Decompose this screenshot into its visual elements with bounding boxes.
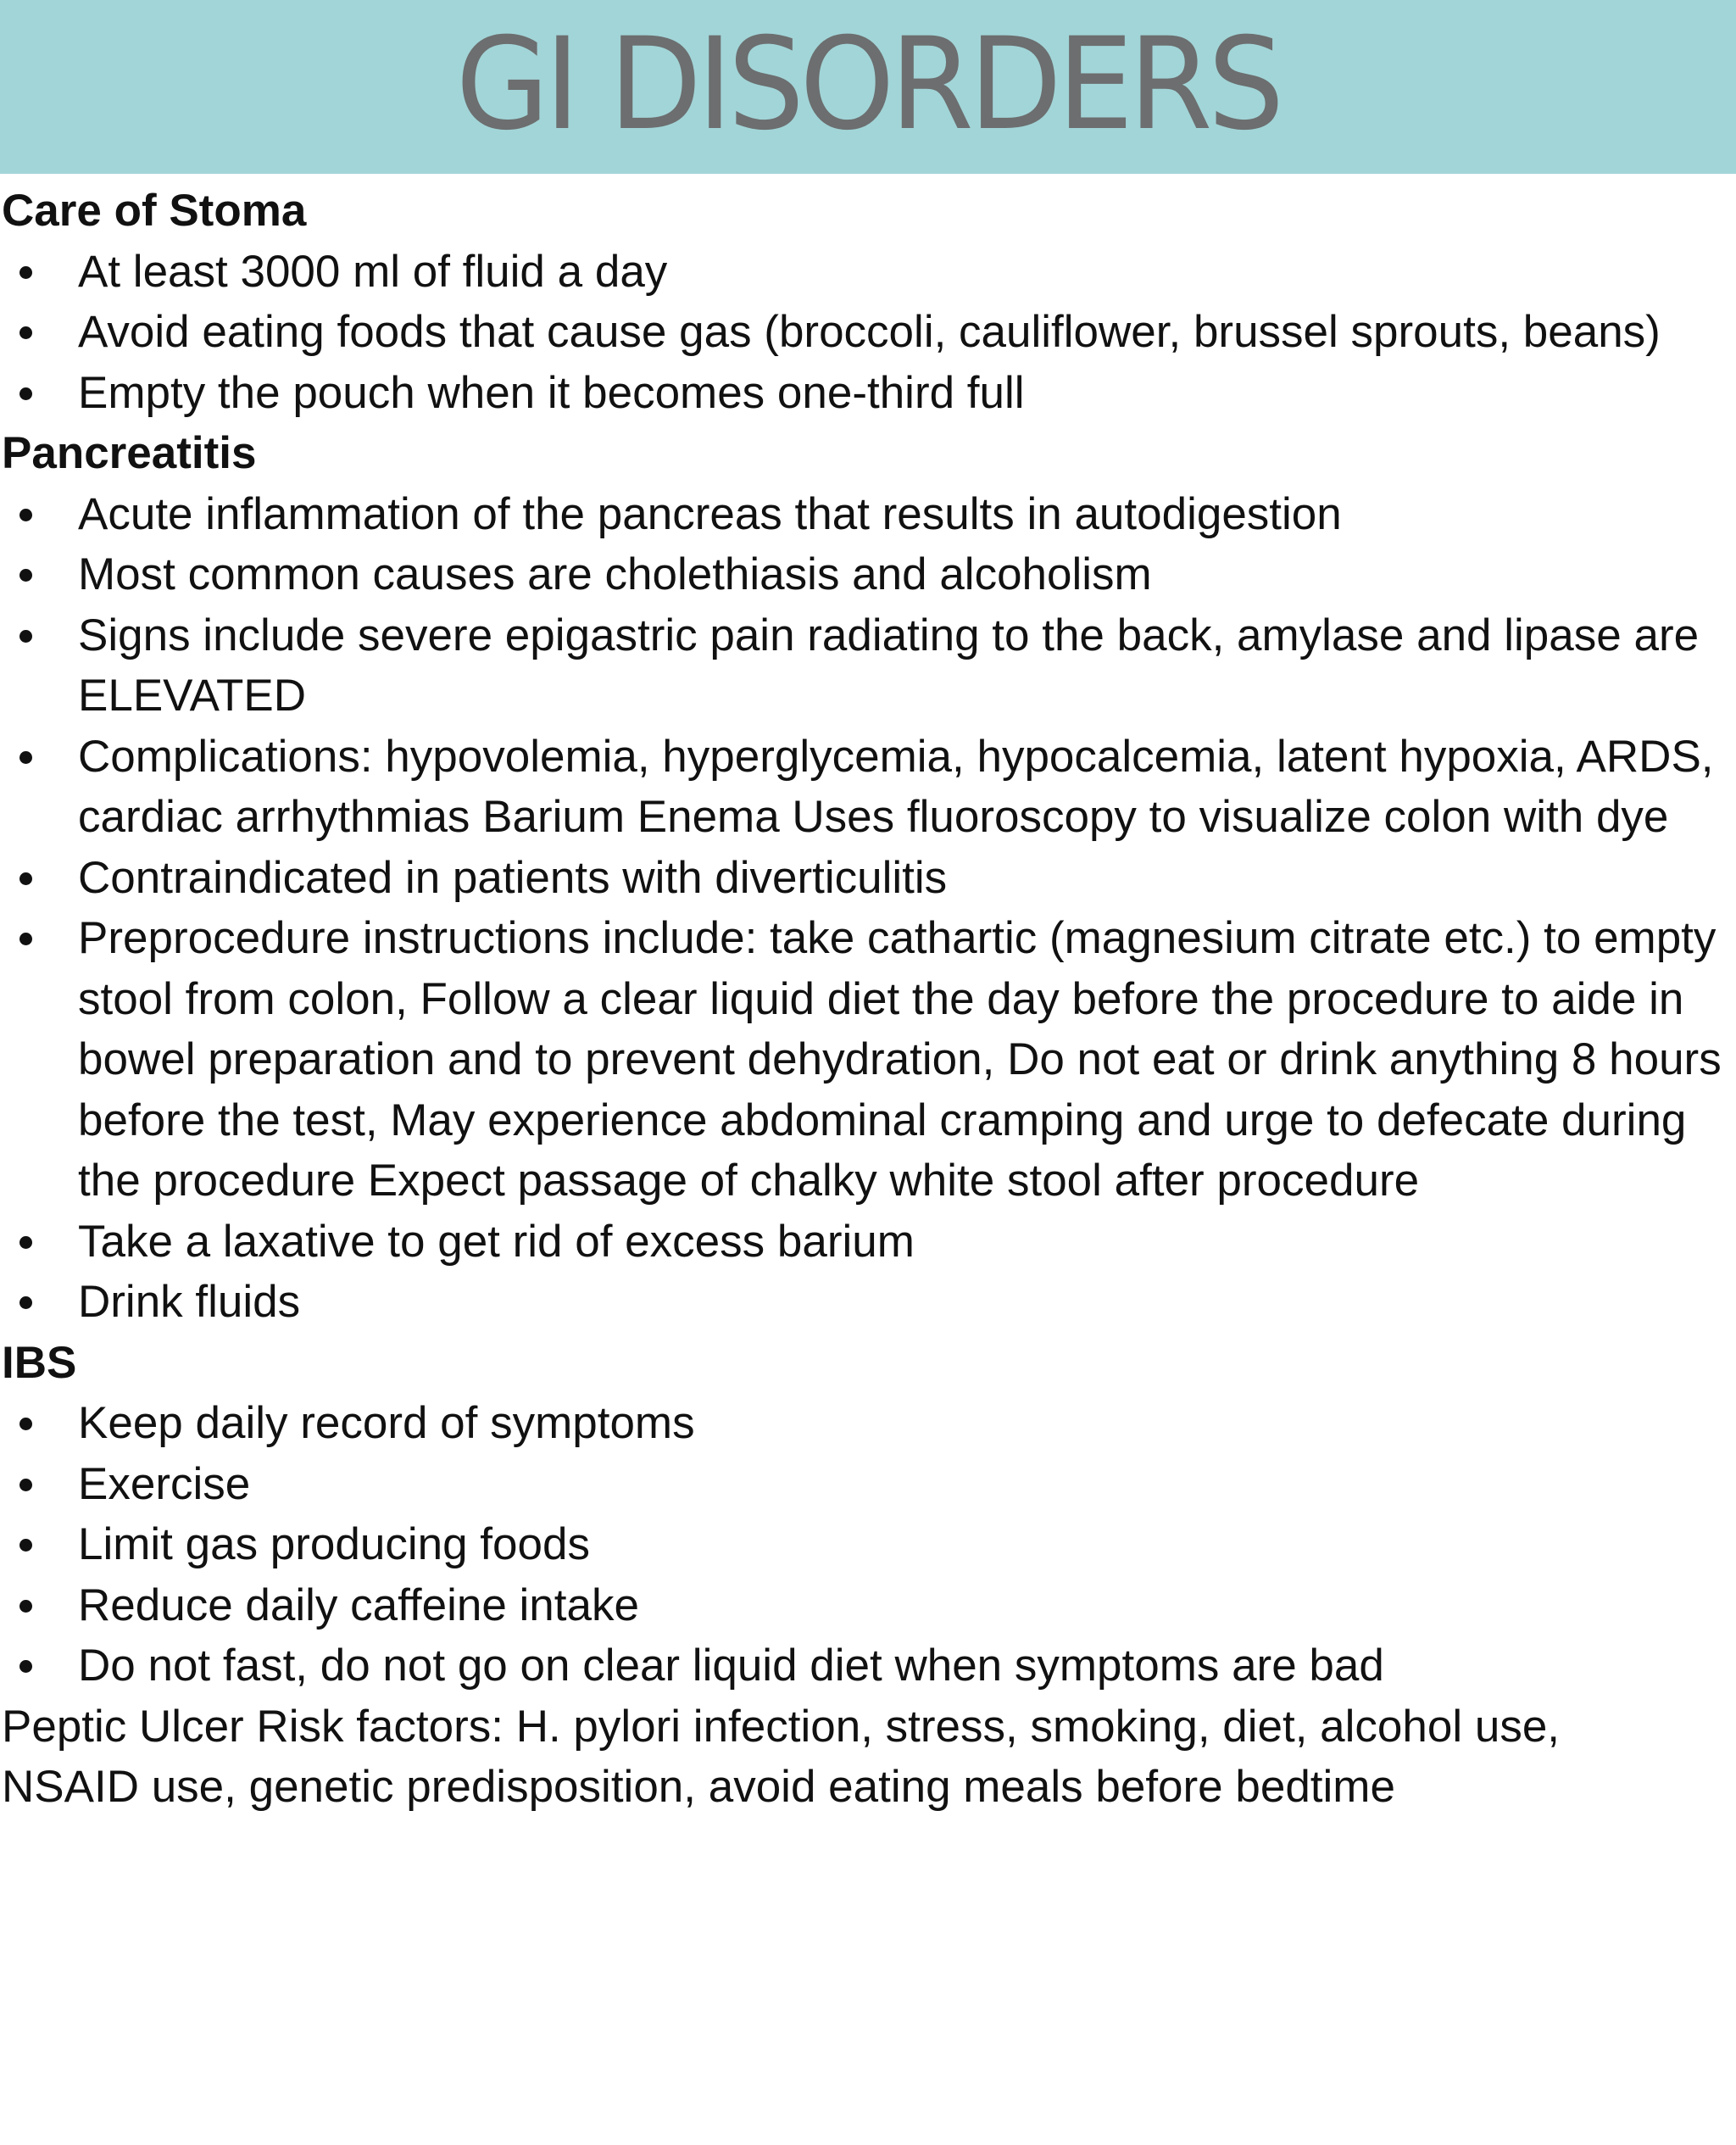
list-item: Complications: hypovolemia, hyperglycemia, hypocalcemia, latent hypoxia, ARDS, cardiac arrhythmias Barium Enema Uses fluoroscopy to visualize colon with dye [0, 727, 1729, 848]
list-item: Reduce daily caffeine intake [0, 1575, 1729, 1636]
list-item: Most common causes are cholethiasis and alcoholism [0, 544, 1729, 605]
page-title: GI DISORDERS [456, 10, 1280, 159]
section-heading: IBS [2, 1337, 77, 1388]
list-item: Avoid eating foods that cause gas (broccoli, cauliflower, brussel sprouts, beans) [0, 302, 1729, 363]
list-item: Drink fluids [0, 1272, 1729, 1333]
list-item: Signs include severe epigastric pain radiating to the back, amylase and lipase are ELEVATED [0, 605, 1729, 727]
list-item: Keep daily record of symptoms [0, 1393, 1729, 1454]
list-item: Contraindicated in patients with diverticulitis [0, 848, 1729, 909]
section-ibs [0, 1333, 1729, 1696]
bullet-list [0, 1393, 1729, 1696]
list-item: Preprocedure instructions include: take cathartic (magnesium citrate etc.) to empty stool from colon, Follow a clear liquid diet the day before the procedure to aide in bowel preparation and to prevent dehydration, Do not eat or drink anything 8 hours before the test, May experience abdominal cramping and urge to defecate during the procedure Expect passage of chalky white stool after procedure [0, 908, 1729, 1212]
list-item: Acute inflammation of the pancreas that results in autodigestion [0, 484, 1729, 545]
header-banner [0, 0, 1736, 174]
list-item: Limit gas producing foods [0, 1514, 1729, 1575]
list-item: Empty the pouch when it becomes one-third full [0, 363, 1729, 424]
section-heading: Pancreatitis [2, 428, 257, 478]
bullet-list [0, 242, 1729, 424]
list-item: Exercise [0, 1454, 1729, 1515]
bullet-list [0, 484, 1729, 1333]
section-care-of-stoma [0, 181, 1729, 423]
section-pancreatitis [0, 423, 1729, 1333]
list-item: At least 3000 ml of fluid a day [0, 242, 1729, 303]
section-heading: Care of Stoma [2, 186, 307, 236]
peptic-ulcer-paragraph: Peptic Ulcer Risk factors: H. pylori infection, stress, smoking, diet, alcohol use, NSAID use, genetic predisposition, avoid eating meals before bedtime [2, 1701, 1561, 1812]
list-item: Do not fast, do not go on clear liquid diet when symptoms are bad [0, 1635, 1729, 1696]
list-item: Take a laxative to get rid of excess barium [0, 1212, 1729, 1273]
document-body [0, 181, 1729, 1818]
